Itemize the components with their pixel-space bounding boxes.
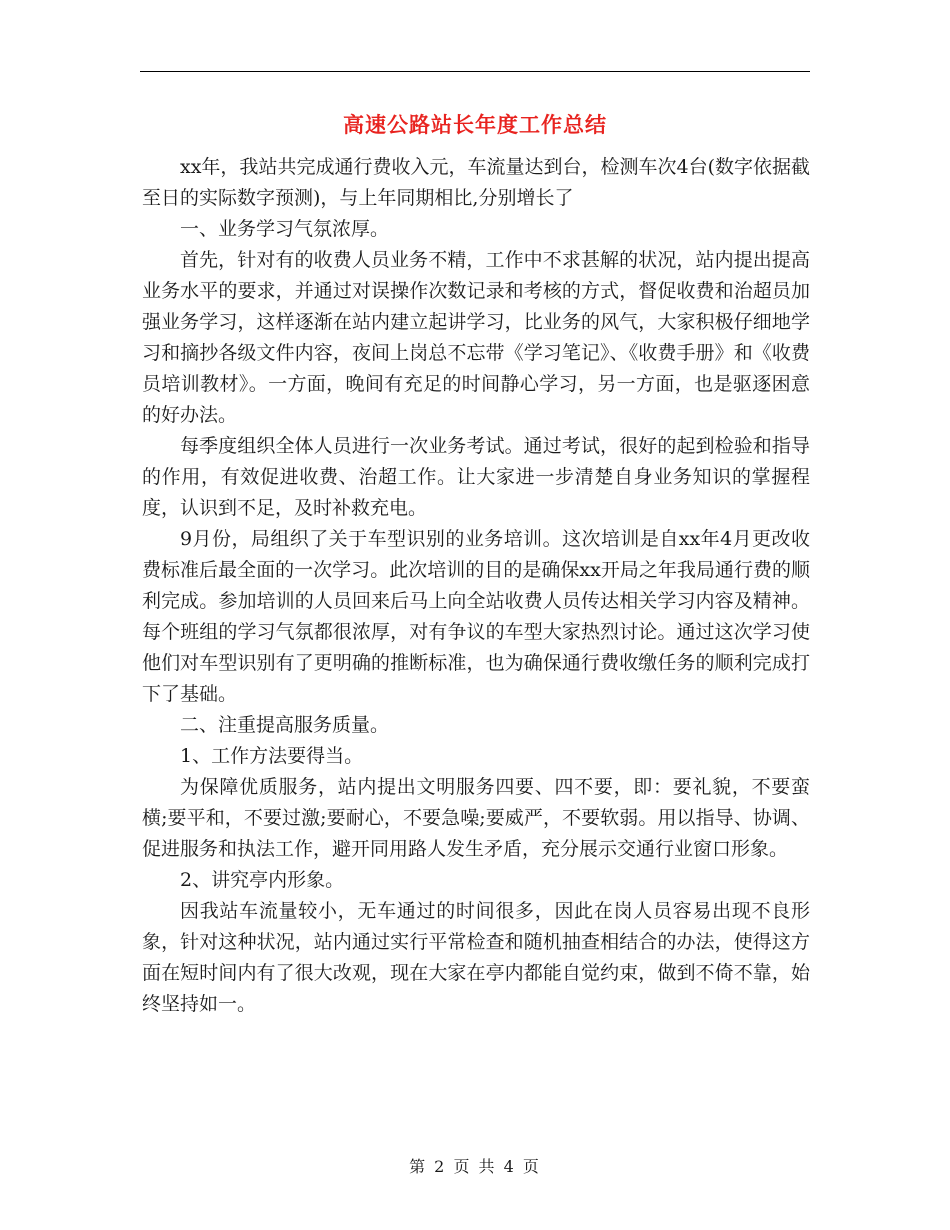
- subsection-heading-1: 1、工作方法要得当。: [180, 745, 364, 767]
- document-body: [142, 152, 810, 1020]
- subsection-heading-2: 2、讲究亭内形象。: [180, 869, 345, 891]
- paragraph-service-1: 为保障优质服务，站内提出文明服务四要、四不要，即：要礼貌，不要蛮横;要平和，不要过激;要耐心，不要急噪;要威严，不要软弱。用以指导、协调、促进服务和执法工作，避开同用路人发生矛盾，充分展示交通行业窗口形象。: [142, 776, 810, 860]
- paragraph-intro: xx年，我站共完成通行费收入元，车流量达到台，检测车次4台(数字依据截至日的实际数字预测)，与上年同期相比,分别增长了: [142, 156, 810, 209]
- paragraph-study-2: 每季度组织全体人员进行一次业务考试。通过考试，很好的起到检验和指导的作用，有效促进收费、治超工作。让大家进一步清楚自身业务知识的掌握程度，认识到不足，及时补救充电。: [142, 435, 810, 519]
- header-rule: [140, 71, 810, 72]
- paragraph-study-1: 首先，针对有的收费人员业务不精，工作中不求甚解的状况，站内提出提高业务水平的要求，并通过对误操作次数记录和考核的方式，督促收费和治超员加强业务学习，这样逐渐在站内建立起讲学习，比业务的风气，大家积极仔细地学习和摘抄各级文件内容，夜间上岗总不忘带《学习笔记》、《收费手册》和《收费员培训教材》。一方面，晚间有充足的时间静心学习，另一方面，也是驱逐困意的好办法。: [142, 249, 810, 426]
- paragraph-study-3: 9月份，局组织了关于车型识别的业务培训。这次培训是自xx年4月更改收费标准后最全面的一次学习。此次培训的目的是确保xx开局之年我局通行费的顺利完成。参加培训的人员回来后马上向全站收费人员传达相关学习内容及精神。每个班组的学习气氛都很浓厚，对有争议的车型大家热烈讨论。通过这次学习使他们对车型识别有了更明确的推断标准，也为确保通行费收缴任务的顺利完成打下了基础。: [142, 528, 810, 705]
- page-number: 第 2 页 共 4 页: [409, 1157, 541, 1176]
- section-heading-1: 一、业务学习气氛浓厚。: [180, 218, 390, 240]
- document-title: 高速公路站长年度工作总结: [343, 112, 607, 137]
- section-heading-2: 二、注重提高服务质量。: [180, 714, 390, 736]
- paragraph-service-2: 因我站车流量较小，无车通过的时间很多，因此在岗人员容易出现不良形象，针对这种状况，站内通过实行平常检查和随机抽查相结合的办法，使得这方面在短时间内有了很大改观，现在大家在亭内都能自觉约束，做到不倚不靠，始终坚持如一。: [142, 900, 810, 1015]
